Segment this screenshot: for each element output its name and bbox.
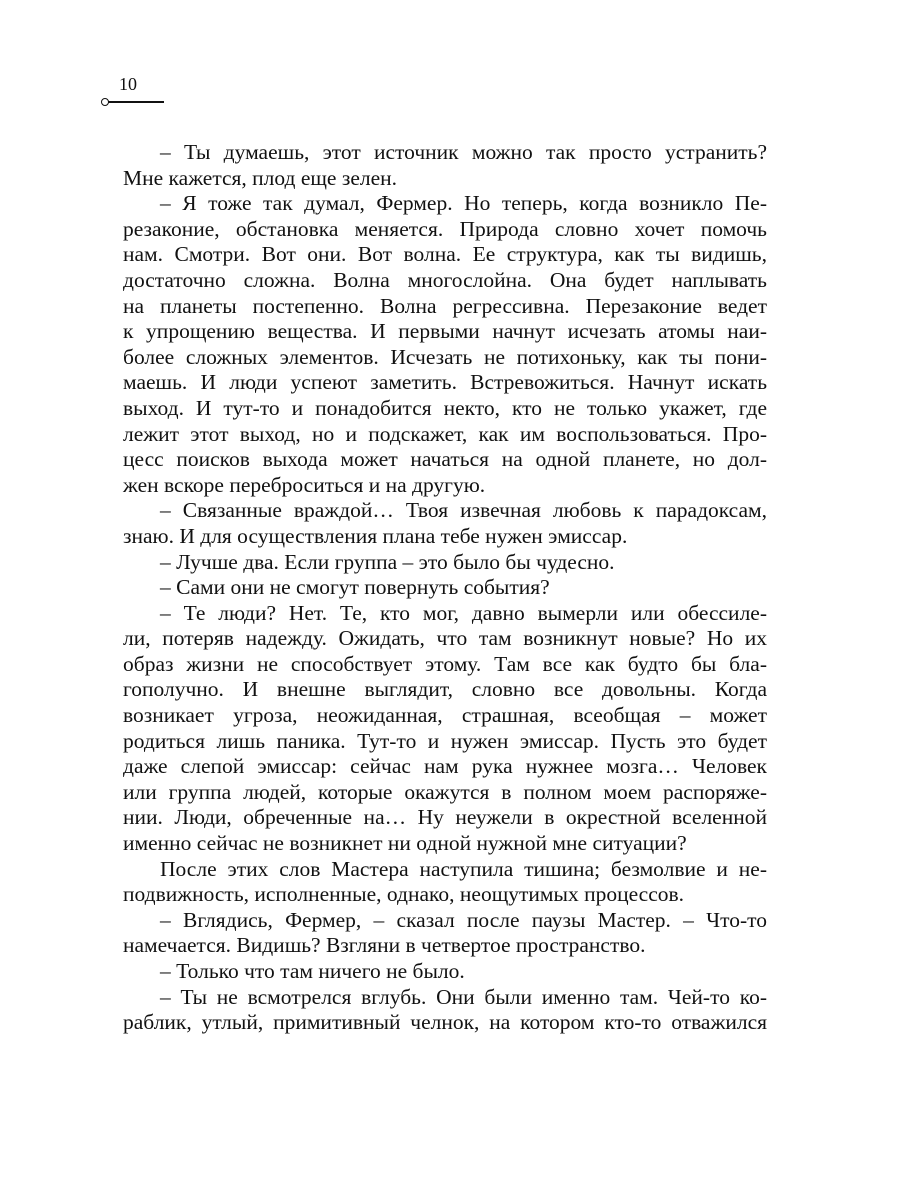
text-line: знаю. И для осуществления плана тебе нужен эмиссар. bbox=[123, 523, 628, 548]
text-line: на планеты постепенно. Волна регрессивна. Перезаконие ведет bbox=[123, 293, 767, 318]
text-line: достаточно сложна. Волна многослойна. Она будет наплывать bbox=[123, 267, 767, 292]
text-line: к упрощению вещества. И первыми начнут исчезать атомы наи- bbox=[123, 319, 767, 344]
text-line: или группа людей, которые окажутся в полном моем распоряже- bbox=[123, 779, 767, 804]
header-rule-circle bbox=[101, 98, 109, 106]
text-line: ли, потеряв надежду. Ожидать, что там возникнут новые? Но их bbox=[123, 626, 767, 651]
text-line: резаконие, обстановка меняется. Природа словно хочет помочь bbox=[123, 216, 767, 241]
text-line: намечается. Видишь? Взгляни в четвертое пространство. bbox=[123, 933, 646, 958]
text-line: более сложных элементов. Исчезать не потихоньку, как ты пони- bbox=[123, 344, 767, 369]
text-line: После этих слов Мастера наступила тишина; безмолвие и не- bbox=[160, 856, 767, 881]
text-line: возникает угроза, неожиданная, страшная, всеобщая – может bbox=[123, 703, 767, 728]
text-line: Мне кажется, плод еще зелен. bbox=[123, 165, 398, 190]
text-line: образ жизни не способствует этому. Там все как будто бы бла- bbox=[123, 651, 767, 676]
text-line: – Ты не всмотрелся вглубь. Они были именно там. Чей-то ко- bbox=[160, 984, 767, 1009]
text-line: – Вглядись, Фермер, – сказал после паузы Мастер. – Что-то bbox=[160, 907, 767, 932]
text-line: жен вскоре переброситься и на другую. bbox=[123, 472, 486, 497]
text-line: подвижность, исполненные, однако, неощутимых процессов. bbox=[123, 882, 685, 907]
text-line: родиться лишь паника. Тут-то и нужен эмиссар. Пусть это будет bbox=[123, 728, 767, 753]
text-line: – Лучше два. Если группа – это было бы чудесно. bbox=[160, 549, 615, 574]
text-line: гополучно. И внешне выглядит, словно все довольны. Когда bbox=[123, 677, 767, 702]
page-number: 10 bbox=[119, 74, 137, 94]
text-line: маешь. И люди успеют заметить. Встревожиться. Начнут искать bbox=[123, 370, 767, 395]
text-line: именно сейчас не возникнет ни одной нужной мне ситуации? bbox=[123, 831, 687, 856]
text-line: лежит этот выход, но и подскажет, как им воспользоваться. Про- bbox=[123, 421, 767, 446]
header-rule bbox=[108, 101, 164, 103]
text-line: раблик, утлый, примитивный челнок, на котором кто-то отважился bbox=[123, 1010, 767, 1035]
text-line: – Те люди? Нет. Те, кто мог, давно вымерли или обессиле- bbox=[160, 600, 767, 625]
text-line: нам. Смотри. Вот они. Вот волна. Ее структура, как ты видишь, bbox=[123, 242, 767, 267]
text-line: цесс поисков выхода может начаться на одной планете, но дол- bbox=[123, 447, 767, 472]
text-line: – Только что там ничего не было. bbox=[160, 959, 465, 983]
text-line: выход. И тут-то и понадобится некто, кто не только укажет, где bbox=[123, 395, 767, 420]
text-line: – Сами они не смогут повернуть события? bbox=[160, 575, 550, 600]
text-line: – Ты думаешь, этот источник можно так просто устранить? bbox=[160, 140, 767, 164]
text-line: – Связанные враждой… Твоя извечная любовь к парадоксам, bbox=[160, 498, 767, 523]
text-line: – Я тоже так думал, Фермер. Но теперь, когда возникло Пе- bbox=[160, 191, 767, 216]
text-line: нии. Люди, обреченные на… Ну неужели в окрестной вселенной bbox=[123, 805, 767, 830]
body-text bbox=[123, 140, 767, 1036]
text-line: даже слепой эмиссар: сейчас нам рука нужнее мозга… Человек bbox=[123, 754, 767, 779]
